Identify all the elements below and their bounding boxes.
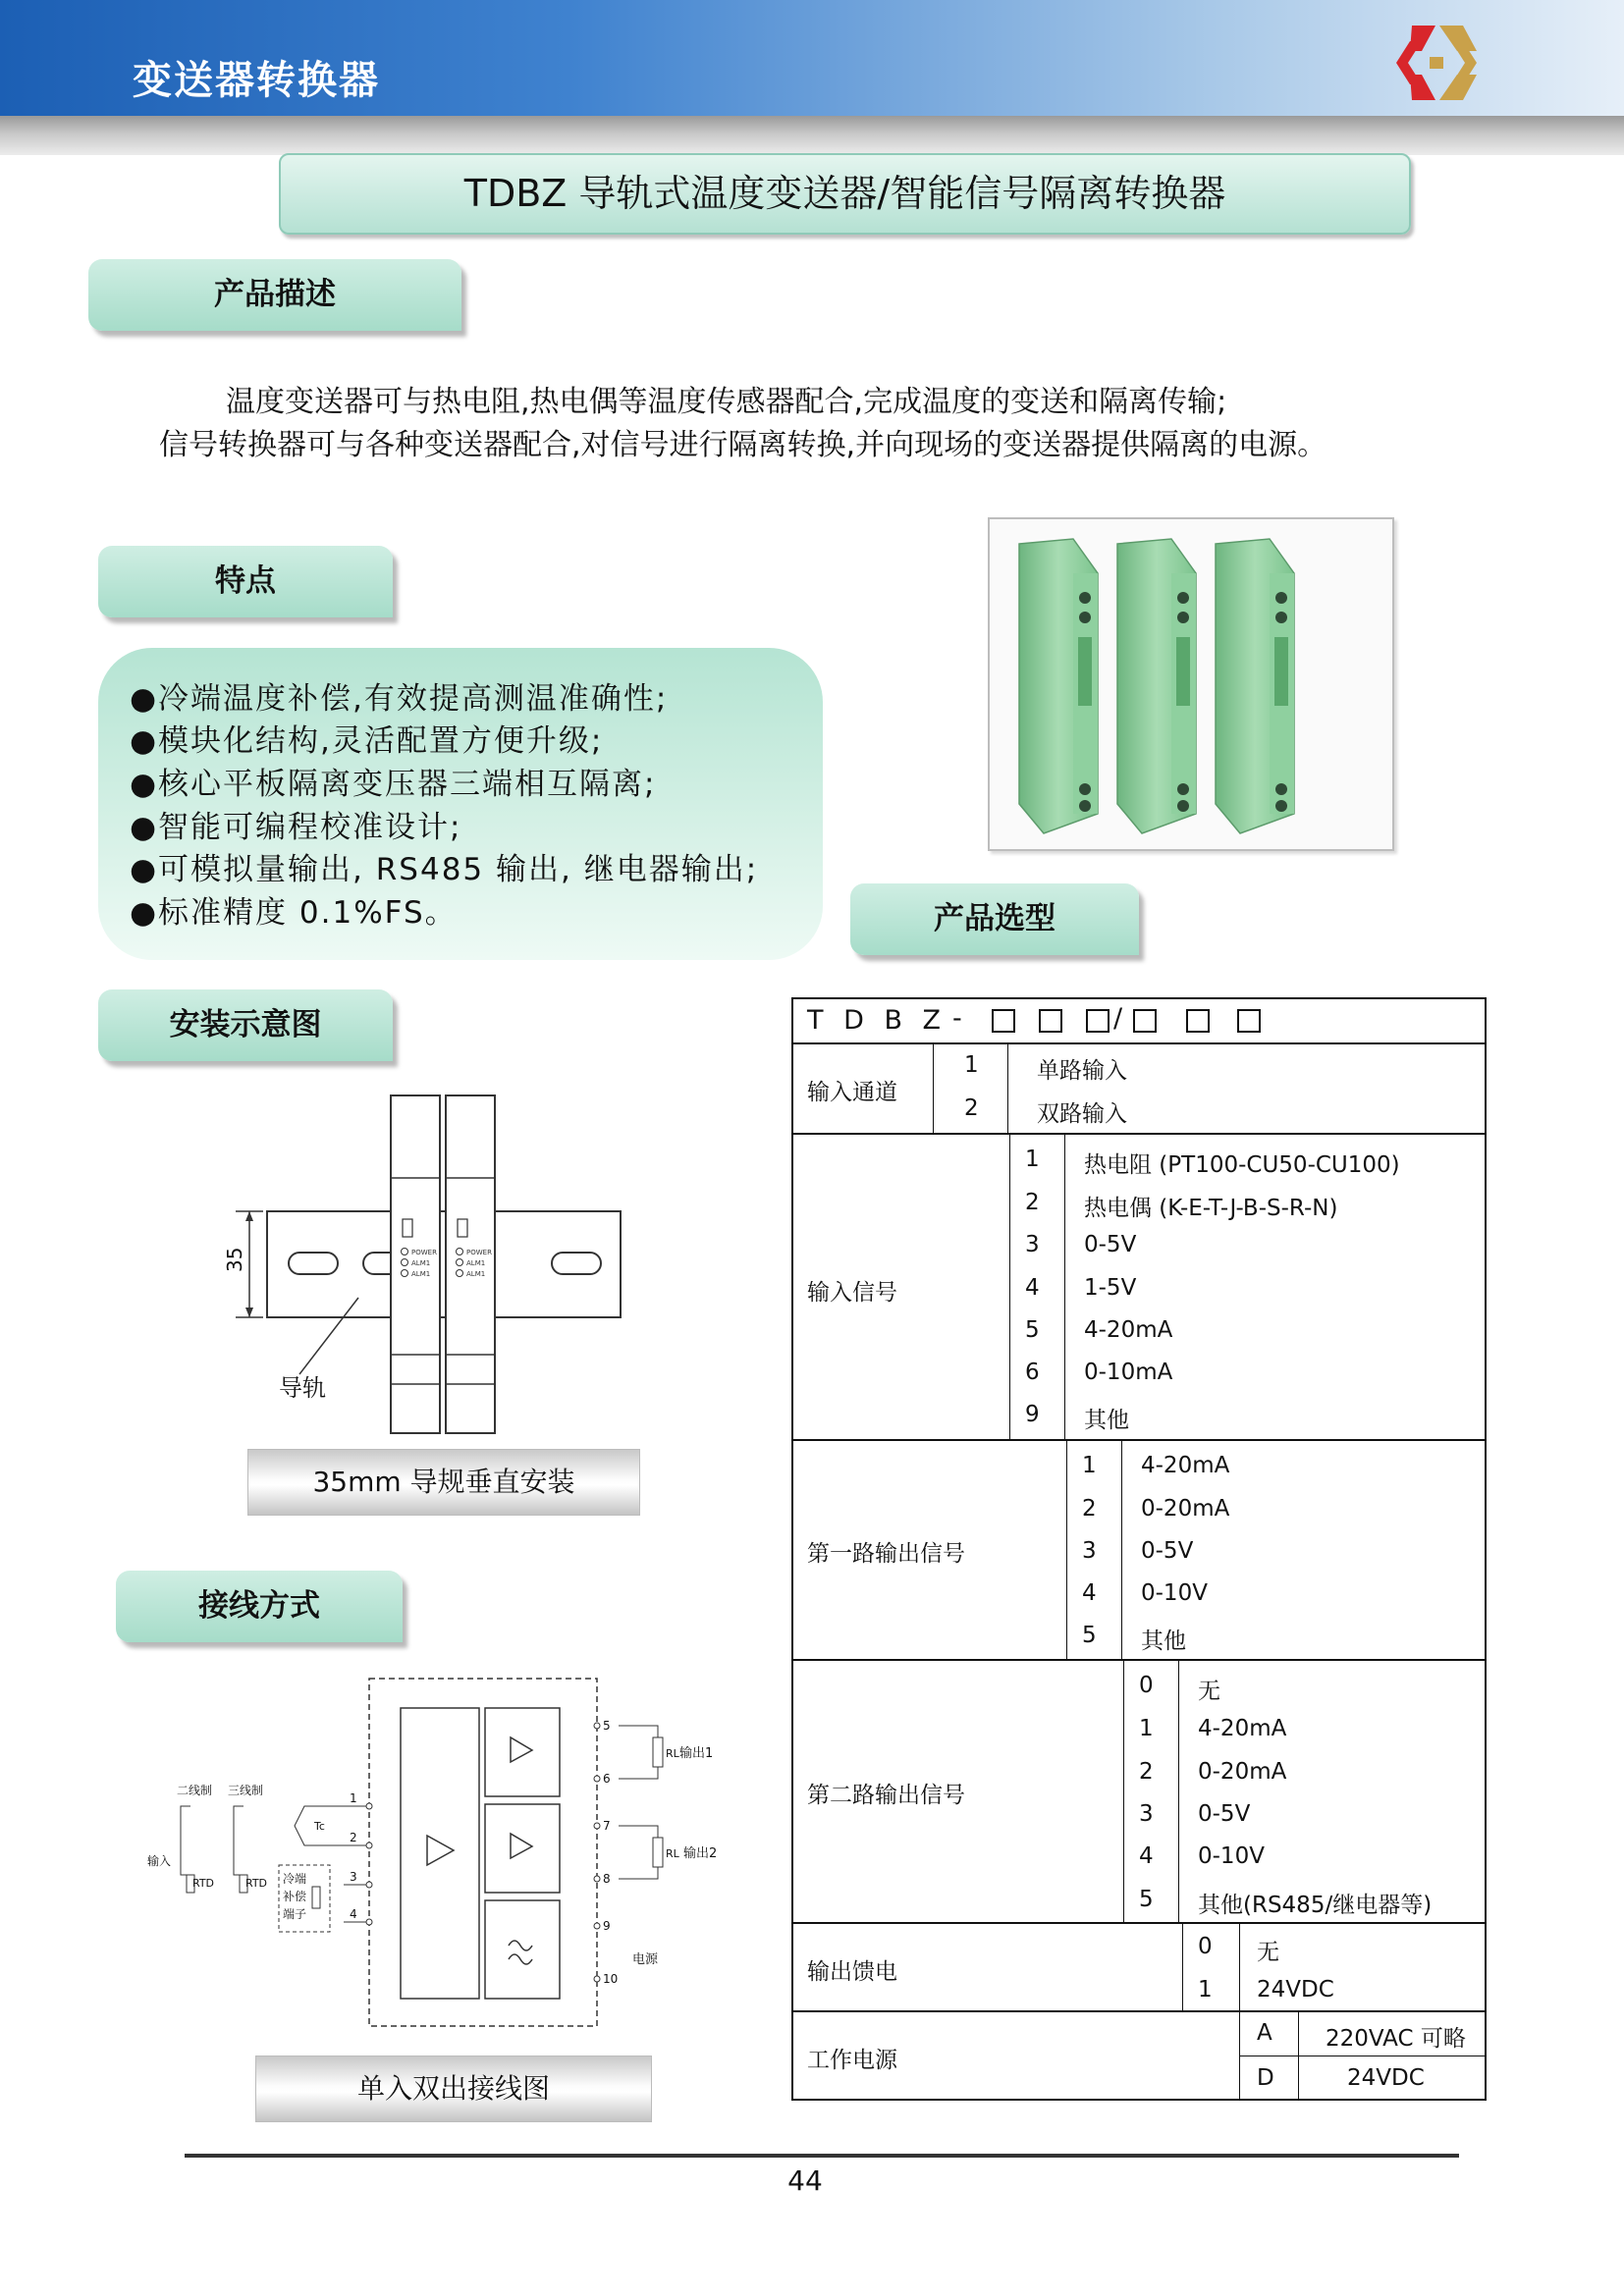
option-code: 5 [1025, 1317, 1040, 1343]
section-tab-installation: 安装示意图 [98, 989, 393, 1061]
terminal-label: 5 [603, 1719, 611, 1733]
thermocouple-label: Tc [314, 1820, 325, 1833]
output1-label: 输出1 [679, 1746, 714, 1761]
power-label: 电源 [632, 1952, 659, 1967]
option-code: 4 [1025, 1275, 1040, 1301]
terminal-label: 9 [603, 1919, 611, 1933]
model-slash: / [1113, 1003, 1123, 1034]
feature-item: ●核心平板隔离变压器三端相互隔离; [130, 767, 657, 802]
feature-item: ●模块化结构,灵活配置方便升级; [130, 723, 604, 759]
table-divider [791, 2010, 1487, 2012]
option-label: 0-5V [1198, 1801, 1251, 1827]
cold-junction-label: 端子 [283, 1907, 307, 1921]
model-dash: - [952, 1003, 962, 1034]
option-code: 1 [1082, 1453, 1097, 1478]
section-tab-description: 产品描述 [88, 259, 461, 331]
company-logo-icon [1392, 22, 1481, 104]
option-code: 1 [1198, 1977, 1213, 2002]
option-code: 5 [1082, 1623, 1097, 1648]
option-code: 2 [964, 1095, 979, 1121]
led-label: ALM1 [466, 1270, 486, 1278]
table-divider [1239, 1922, 1240, 2010]
option-code: 1 [1139, 1716, 1154, 1741]
code-box [992, 1009, 1015, 1033]
table-divider [1182, 1922, 1183, 2010]
terminal-label: 7 [603, 1819, 611, 1833]
din-rail-modules-image [990, 519, 1392, 849]
option-code: 1 [964, 1052, 979, 1078]
rtd-label: RTD [245, 1877, 268, 1890]
code-box [1086, 1009, 1110, 1033]
option-label: 24VDC [1257, 1977, 1334, 2002]
option-code: 0 [1198, 1934, 1213, 1959]
option-code: 5 [1139, 1887, 1154, 1912]
group-name: 工作电源 [807, 2048, 897, 2073]
terminal-label: 3 [350, 1870, 357, 1884]
option-label: 0-10V [1198, 1843, 1265, 1869]
table-divider [1009, 1133, 1010, 1439]
table-divider [1178, 1659, 1179, 1922]
table-divider [933, 1042, 934, 1133]
page-number: 44 [787, 2164, 823, 2197]
led-label: POWER [466, 1249, 492, 1256]
option-label: 24VDC [1347, 2065, 1425, 2091]
cold-junction-label: 补偿 [283, 1890, 307, 1903]
product-photo [988, 517, 1394, 851]
feature-item: ●可模拟量输出, RS485 输出, 继电器输出; [130, 852, 759, 887]
group-name: 第一路输出信号 [807, 1541, 965, 1567]
code-box [1237, 1009, 1261, 1033]
option-code: 4 [1082, 1580, 1097, 1606]
section-tab-selection: 产品选型 [850, 883, 1139, 955]
option-label: 无 [1198, 1679, 1220, 1704]
code-box [1133, 1009, 1157, 1033]
header-title: 变送器转换器 [133, 58, 380, 103]
group-name: 输入通道 [807, 1080, 897, 1105]
description-line-1: 温度变送器可与热电阻,热电偶等温度传感器配合,完成温度的变送和隔离传输; [226, 385, 1227, 419]
option-label: 其他 [1141, 1629, 1186, 1654]
terminal-label: 4 [350, 1907, 357, 1921]
option-label: 热电阻 (PT100-CU50-CU100) [1084, 1152, 1400, 1178]
option-label: 单路输入 [1037, 1058, 1127, 1084]
group-name: 输入信号 [807, 1280, 897, 1306]
rail-label: 导轨 [279, 1374, 326, 1402]
table-divider [1066, 1439, 1067, 1659]
option-code: 2 [1139, 1759, 1154, 1785]
option-label: 4-20mA [1084, 1317, 1173, 1343]
option-code: 6 [1025, 1360, 1040, 1385]
terminal-label: 6 [603, 1772, 611, 1786]
wiring-diagram [147, 1669, 736, 2042]
group-name: 输出馈电 [807, 1959, 897, 1985]
section-tab-wiring: 接线方式 [116, 1571, 403, 1642]
two-wire-label: 二线制 [177, 1784, 213, 1797]
installation-caption: 35mm 导规垂直安装 [247, 1449, 640, 1516]
option-code: 2 [1082, 1496, 1097, 1522]
table-divider [1121, 1439, 1122, 1659]
output2-label: 输出2 [683, 1846, 718, 1861]
feature-item: ●冷端温度补偿,有效提高测温准确性; [130, 681, 669, 717]
header-shadow-band [0, 116, 1624, 155]
option-code: A [1257, 2020, 1272, 2046]
led-label: ALM1 [411, 1259, 431, 1267]
table-divider [1239, 2010, 1240, 2101]
rail-dimension-label: 35 [223, 1247, 246, 1272]
option-label: 0-5V [1141, 1538, 1194, 1564]
option-code: 3 [1025, 1232, 1040, 1257]
wiring-caption: 单入双出接线图 [255, 2056, 652, 2122]
model-code: T D B Z [807, 1005, 947, 1036]
option-label: 4-20mA [1141, 1453, 1230, 1478]
table-divider [791, 1922, 1487, 1924]
option-label: 4-20mA [1198, 1716, 1287, 1741]
option-code: 3 [1082, 1538, 1097, 1564]
option-label: 0-10mA [1084, 1360, 1173, 1385]
option-label: 220VAC 可略 [1326, 2026, 1466, 2052]
option-label: 双路输入 [1037, 1101, 1127, 1127]
terminal-label: 2 [350, 1831, 357, 1844]
table-divider [791, 1659, 1487, 1661]
option-label: 0-20mA [1198, 1759, 1287, 1785]
load-resistor-label: RL [666, 1747, 679, 1760]
terminal-label: 10 [603, 1972, 619, 1986]
led-label: ALM1 [411, 1270, 431, 1278]
feature-item: ●标准精度 0.1%FS。 [130, 895, 458, 931]
terminal-label: 1 [350, 1791, 357, 1805]
table-divider [1298, 2010, 1299, 2101]
led-label: ALM1 [466, 1259, 486, 1267]
table-divider [791, 1133, 1487, 1135]
product-title-banner: TDBZ 导轨式温度变送器/智能信号隔离转换器 [279, 153, 1411, 235]
option-label: 无 [1257, 1940, 1279, 1965]
rtd-label: RTD [192, 1877, 215, 1890]
option-code: 9 [1025, 1402, 1040, 1427]
led-label: POWER [411, 1249, 437, 1256]
feature-item: ●智能可编程校准设计; [130, 810, 462, 845]
code-box [1039, 1009, 1062, 1033]
group-name: 第二路输出信号 [807, 1783, 965, 1808]
input-label: 输入 [147, 1854, 172, 1868]
option-code: 2 [1025, 1190, 1040, 1215]
description-line-2: 信号转换器可与各种变送器配合,对信号进行隔离转换,并向现场的变送器提供隔离的电源。 [159, 428, 1327, 462]
option-code: 0 [1139, 1673, 1154, 1698]
option-code: 3 [1139, 1801, 1154, 1827]
table-divider [791, 1439, 1487, 1441]
option-code: D [1257, 2065, 1274, 2091]
cold-junction-label: 冷端 [283, 1872, 307, 1886]
table-divider [1123, 1659, 1124, 1922]
terminal-label: 8 [603, 1872, 611, 1886]
option-code: 4 [1139, 1843, 1154, 1869]
load-resistor-label: RL [666, 1847, 679, 1860]
three-wire-label: 三线制 [228, 1784, 264, 1797]
option-label: 热电偶 (K-E-T-J-B-S-R-N) [1084, 1196, 1338, 1221]
option-label: 0-10V [1141, 1580, 1208, 1606]
option-label: 0-20mA [1141, 1496, 1230, 1522]
installation-diagram [216, 1090, 628, 1443]
footer-rule [185, 2154, 1459, 2158]
table-divider [1007, 1042, 1008, 1133]
option-label: 1-5V [1084, 1275, 1137, 1301]
section-tab-features: 特点 [98, 546, 393, 617]
table-divider [791, 1042, 1487, 1044]
option-label: 其他(RS485/继电器等) [1198, 1893, 1433, 1918]
code-box [1186, 1009, 1210, 1033]
option-label: 0-5V [1084, 1232, 1137, 1257]
option-code: 1 [1025, 1147, 1040, 1172]
table-divider [1064, 1133, 1065, 1439]
option-label: 其他 [1084, 1408, 1129, 1433]
